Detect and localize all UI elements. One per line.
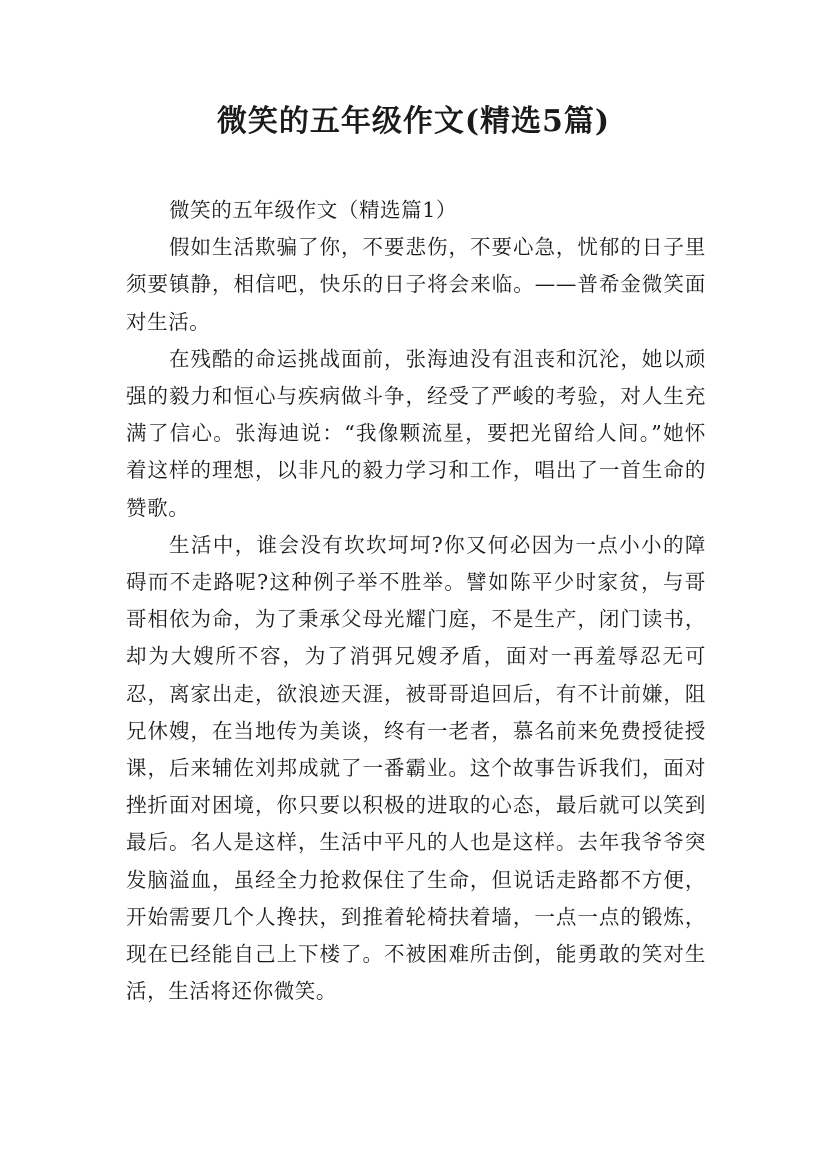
document-title: 微笑的五年级作文(精选5篇)	[216, 104, 611, 139]
document-body	[126, 192, 706, 1010]
paragraph-chen-ping: 生活中，谁会没有坎坎坷坷?你又何必因为一点小小的障碍而不走路呢?这种例子举不胜举。譬如陈平少时家贫，与哥哥相依为命，为了秉承父母光耀门庭，不是生产，闭门读书，却为大嫂所不容，为了消弭兄嫂矛盾，面对一再羞辱忍无可忍，离家出走，欲浪迹天涯，被哥哥追回后，有不计前嫌，阻兄休嫂，在当地传为美谈，终有一老者，慕名前来免费授徒授课，后来辅佐刘邦成就了一番霸业。这个故事告诉我们，面对挫折面对困境，你只要以积极的进取的心态，最后就可以笑到最后。名人是这样，生活中平凡的人也是这样。去年我爷爷突发脑溢血，虽经全力抢救保住了生命，但说话走路都不方便，开始需要几个人搀扶，到推着轮椅扶着墙，一点一点的锻炼，现在已经能自己上下楼了。不被困难所击倒，能勇敢的笑对生活，生活将还你微笑。	[126, 532, 706, 1004]
paragraph-zhang-haidi: 在残酷的命运挑战面前，张海迪没有沮丧和沉沦，她以顽强的毅力和恒心与疾病做斗争，经受了严峻的考验，对人生充满了信心。张海迪说：“我像颗流星，要把光留给人间。”她怀着这样的理想，以非凡的毅力学习和工作，唱出了一首生命的赞歌。	[126, 346, 706, 520]
paragraph-intro: 假如生活欺骗了你，不要悲伤，不要心急，忧郁的日子里须要镇静，相信吧，快乐的日子将会来临。——普希金微笑面对生活。	[126, 235, 706, 334]
section-heading: 微笑的五年级作文（精选篇1）	[169, 198, 457, 222]
